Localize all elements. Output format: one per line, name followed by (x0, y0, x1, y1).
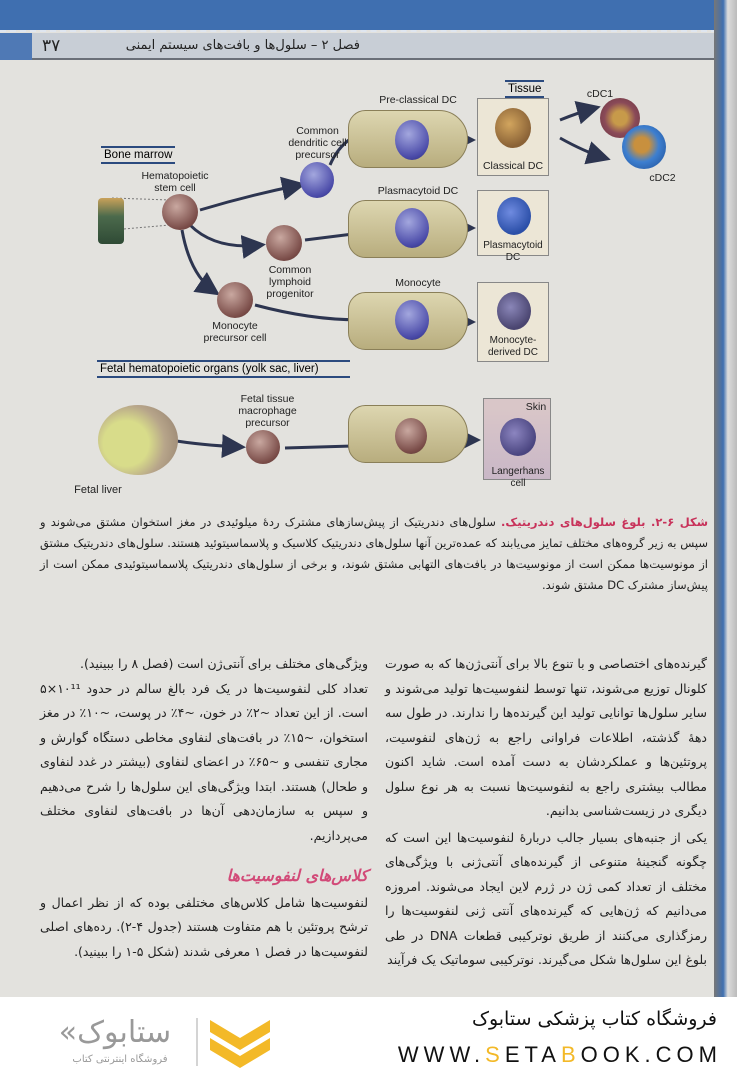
vessel-precursor-cell (395, 418, 427, 454)
page-number: ۳۷ (42, 36, 61, 56)
label-monocyte: Monocyte (395, 277, 441, 289)
shop-name: فروشگاه کتاب پزشکی ستابوک (471, 1008, 717, 1030)
url-part: S (485, 1042, 505, 1067)
url-part: WWW. (397, 1042, 486, 1067)
label-fetal-liver: Fetal liver (74, 484, 122, 496)
arrow-to-cdc1 (560, 108, 595, 120)
caption-body: سلول‌های دندریتیک از پیش‌سازهای مشترک ردهٔ میلوئیدی در مغز استخوان مشتق می‌شوند و سپس به زیر گروه‌های مختلف تمایز می‌یابند که عمده‌ترین آنها سلول‌های دندریتیک کلاسیک و پلاسماسیتوئید هستند. سلول‌های دندریتیک مشتق از مونوسیت‌ها ممکن است از مونوسیت‌ها در بافت‌های التهابی مشتق شوند، و برخی از سلول‌های دندریتیک پلاسماسیتوئیدی ممکن است از پیش‌ساز مشترک DC مشتق شوند. (40, 515, 708, 592)
pdc-tissue-cell (497, 197, 531, 235)
paragraph: گیرنده‌های اختصاصی و با تنوع بالا برای آنتی‌ژن‌ها که به صورت کلونال توزیع می‌شوند، تنها توسط لنفوسیت‌ها تولید می‌شوند و سایر سلول‌ها توانایی تولید این گیرنده‌ها را ندارند. در طول سه دههٔ گذشته، اطلاعات فراوانی راجع به ژن‌های لنفوسیت، پروتئین‌ها و عملکردشان به دست آمده است. شاید اکنون مطالب بیشتری راجع به لنفوسیت‌ها نسبت به هر نوع سلول دیگری در زیست‌شناسی بدانیم. (385, 656, 707, 818)
label-skin: Skin (525, 401, 547, 413)
label-cdp: Common dendritic cell precursor (288, 125, 347, 162)
label-mpc: Monocyte precursor cell (203, 320, 267, 345)
label-cdc2: cDC2 (649, 172, 676, 184)
label-modc: Monocyte-derived DC (487, 335, 539, 358)
section-bone-marrow: Bone marrow (101, 146, 175, 164)
url-part: B (560, 1042, 581, 1067)
fetal-precursor-cell (246, 430, 280, 464)
clp-cell (266, 225, 302, 261)
label-fetal-precursor: Fetal tissue macrophage precursor (238, 393, 297, 430)
paragraph: ویژگی‌های مختلف برای آنتی‌ژن است (فصل ۸ را ببینید). (80, 656, 368, 671)
url-part: OOK.COM (580, 1042, 722, 1067)
label-pdc-tissue: Plasmacytoid DC (483, 240, 543, 263)
arrow-fetal-precursor (170, 440, 240, 447)
shop-url[interactable] (398, 1042, 722, 1068)
cdc2-cell (622, 125, 666, 169)
chapter-title: فصل ۲ – سلول‌ها و بافت‌های سیستم ایمنی (125, 38, 360, 53)
label-hsc: Hematopoietic stem cell (141, 170, 209, 195)
classical-dc-cell (495, 108, 531, 148)
mpc-cell (217, 282, 253, 318)
setabook-logo (40, 1010, 280, 1070)
bone-icon (98, 198, 124, 244)
arrow-hsc-clp (190, 225, 260, 246)
right-column (385, 652, 707, 973)
figure-caption (40, 512, 708, 596)
label-classical: Classical DC (482, 160, 544, 172)
fetus-icon (98, 405, 178, 475)
label-pre-classical: Pre-classical DC (379, 94, 457, 106)
label-cdc1: cDC1 (586, 88, 614, 100)
label-langerhans: Langerhans cell (491, 466, 545, 489)
paragraph: یکی از جنبه‌های بسیار جالب دربارهٔ لنفوسیت‌ها این است که چگونه گنجینهٔ متنوعی از گیرنده‌های آنتی‌ژنی با ویژگی‌های مختلف از تعداد کمی ژن در ژرم لاین ایجاد می‌شوند. امروزه می‌دانیم که ژن‌هایی که گیرنده‌های آنتی ژنی لنفوسیت‌ها را رمزگذاری می‌کنند از طریق نوترکیبی قطعات DNA در طی بلوغ این سلول‌ها شکل می‌گیرند. نوترکیبی سوماتیک یک فرآیند (385, 829, 708, 967)
monocyte-cell (395, 300, 429, 340)
paragraph: تعداد کلی لنفوسیت‌ها در یک فرد بالغ سالم در حدود ۱۰¹¹×۵ است. از این تعداد ~۲٪ در خون، ~۴٪ در پوست، ~۱۰٪ در مغز استخوان، ~۱۵٪ در بافت‌های لنفاوی مخاطی دستگاه گوارش و مجاری تنفسی و ~۶۵٪ در اعضای لنفاوی (بیشتر در غدد لنفاوی و طحال) هستند. ابتدا ویژگی‌های این سلول‌ها را شرح می‌دهیم و سپس به سازمان‌دهی آن‌ها در بافت‌های لنفاوی مختلف می‌پردازیم. (40, 680, 369, 843)
cdp-cell (300, 162, 334, 198)
section-tissue: Tissue (505, 80, 544, 98)
modc-cell (497, 292, 531, 330)
pdc-blood-cell (395, 208, 429, 248)
caption-title: شکل ۶-۲. بلوغ سلول‌های دندریتیک. (501, 515, 709, 529)
section-heading: کلاس‌های لنفوسیت‌ها (226, 866, 368, 885)
svg-text:فروشگاه اینترنتی کتاب: فروشگاه اینترنتی کتاب (72, 1054, 168, 1065)
label-clp: Common lymphoid progenitor (266, 264, 314, 301)
svg-text:«ستابوک: «ستابوک (58, 1015, 172, 1050)
label-pdc-blood: Plasmacytoid DC (377, 185, 459, 197)
arrow-to-cdc2 (560, 138, 605, 158)
paragraph: لنفوسیت‌ها شامل کلاس‌های مختلفی بوده که از نظر اعمال و ترشح پروتئین با هم متفاوت هستند (جدول ۴-۲). رده‌های اصلی لنفوسیت‌ها در فصل ۱ معرفی شدند (شکل ۵-۱ را ببینید). (40, 894, 368, 959)
langerhans-cell (500, 418, 536, 456)
section-fetal: Fetal hematopoietic organs (yolk sac, liver) (97, 360, 350, 378)
url-part: ETA (504, 1042, 561, 1067)
pre-cdc-cell (395, 120, 429, 160)
left-column (40, 652, 368, 964)
hsc-cell (162, 194, 198, 230)
